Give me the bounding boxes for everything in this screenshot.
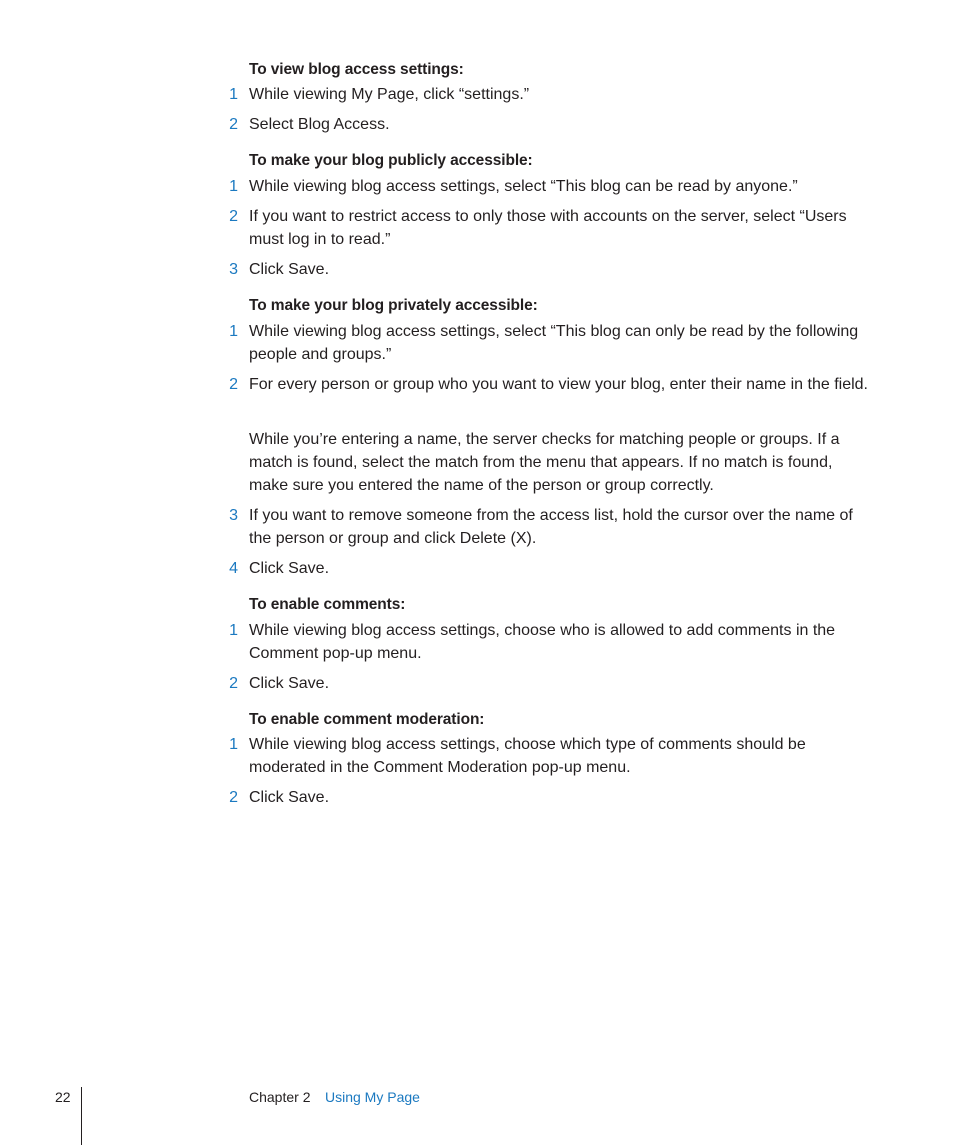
step-text: Click Save. — [249, 675, 330, 692]
step-text: While viewing blog access settings, select “This blog can only be read by the following people and groups.” — [249, 323, 859, 363]
step-number: 2 — [229, 789, 238, 806]
footer-divider — [81, 1087, 82, 1145]
section-heading: To make your blog privately accessible: — [249, 297, 538, 314]
step-note: While you’re entering a name, the server checks for matching people or groups. If a match is found, select the match from the menu that appears. If no match is found, make sure you entered the name of the person or group correctly. — [249, 431, 840, 494]
page-number: 22 — [55, 1089, 71, 1105]
section-heading: To enable comments: — [249, 596, 406, 613]
step-text: For every person or group who you want to view your blog, enter their name in the field. — [249, 376, 868, 393]
step-text: Click Save. — [249, 261, 330, 278]
step-number: 3 — [229, 261, 238, 278]
step-text: If you want to remove someone from the access list, hold the cursor over the name of the person or group and click Delete (X). — [249, 507, 853, 547]
step-number: 2 — [229, 675, 238, 692]
step-number: 2 — [229, 376, 238, 393]
step-number: 2 — [229, 208, 238, 225]
step-text: Select Blog Access. — [249, 116, 390, 133]
step-text: Click Save. — [249, 560, 330, 577]
chapter-title-link[interactable]: Using My Page — [325, 1089, 420, 1105]
step-number: 3 — [229, 507, 238, 524]
step-text: While viewing blog access settings, choose which type of comments should be moderated in the Comment Moderation pop-up menu. — [249, 736, 806, 776]
section-heading: To enable comment moderation: — [249, 711, 485, 728]
step-number: 1 — [229, 178, 238, 195]
step-number: 4 — [229, 560, 238, 577]
step-text: While viewing blog access settings, choose who is allowed to add comments in the Comment pop-up menu. — [249, 622, 836, 662]
step-text: While viewing My Page, click “settings.” — [249, 86, 530, 103]
step-text: If you want to restrict access to only those with accounts on the server, select “Users must log in to read.” — [249, 208, 847, 248]
step-number: 1 — [229, 86, 238, 103]
chapter-label: Chapter 2 — [249, 1089, 311, 1105]
step-number: 1 — [229, 323, 238, 340]
step-number: 1 — [229, 736, 238, 753]
step-number: 1 — [229, 622, 238, 639]
section-heading: To view blog access settings: — [249, 61, 464, 78]
step-text: Click Save. — [249, 789, 330, 806]
section-heading: To make your blog publicly accessible: — [249, 152, 533, 169]
step-number: 2 — [229, 116, 238, 133]
step-text: While viewing blog access settings, select “This blog can be read by anyone.” — [249, 178, 798, 195]
